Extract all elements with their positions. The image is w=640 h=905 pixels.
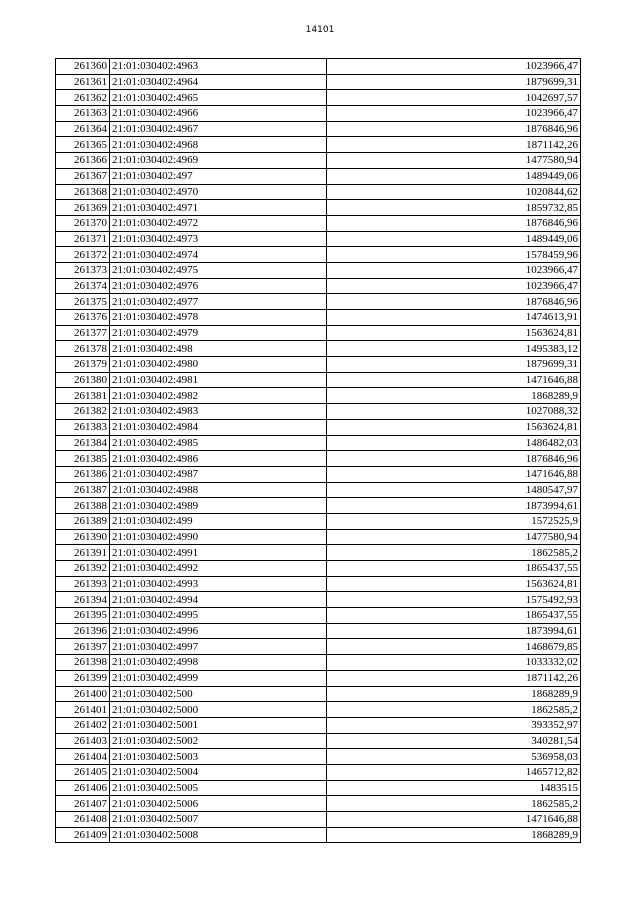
cadastral-value-cell: 1563624,81 [327, 419, 581, 435]
table-row [56, 529, 581, 545]
cadastral-number-cell: 21:01:030402:5004 [110, 764, 327, 780]
table-row [56, 137, 581, 153]
row-number-cell: 261407 [56, 796, 110, 812]
row-number-cell: 261388 [56, 498, 110, 514]
cadastral-number-cell: 21:01:030402:5001 [110, 717, 327, 733]
cadastral-value-cell: 1020844,62 [327, 184, 581, 200]
cadastral-number-cell: 21:01:030402:4996 [110, 623, 327, 639]
row-number-cell: 261391 [56, 545, 110, 561]
cadastral-number-cell: 21:01:030402:4978 [110, 310, 327, 326]
cadastral-number-cell: 21:01:030402:4992 [110, 561, 327, 577]
table-row [56, 717, 581, 733]
row-number-cell: 261390 [56, 529, 110, 545]
cadastral-number-cell: 21:01:030402:4968 [110, 137, 327, 153]
cadastral-number-cell: 21:01:030402:4974 [110, 247, 327, 263]
cadastral-number-cell: 21:01:030402:4966 [110, 106, 327, 122]
cadastral-number-cell: 21:01:030402:4982 [110, 388, 327, 404]
row-number-cell: 261360 [56, 59, 110, 75]
row-number-cell: 261368 [56, 184, 110, 200]
row-number-cell: 261372 [56, 247, 110, 263]
cadastral-number-cell: 21:01:030402:4970 [110, 184, 327, 200]
row-number-cell: 261373 [56, 262, 110, 278]
cadastral-number-cell: 21:01:030402:4997 [110, 639, 327, 655]
table-row [56, 702, 581, 718]
table-row [56, 623, 581, 639]
cadastral-number-cell: 21:01:030402:4989 [110, 498, 327, 514]
row-number-cell: 261379 [56, 357, 110, 373]
row-number-cell: 261365 [56, 137, 110, 153]
table-row [56, 184, 581, 200]
cadastral-number-cell: 21:01:030402:4971 [110, 200, 327, 216]
table-row [56, 325, 581, 341]
cadastral-value-cell: 1876846,96 [327, 121, 581, 137]
cadastral-value-cell: 1474613,91 [327, 310, 581, 326]
table-row [56, 733, 581, 749]
table-row [56, 608, 581, 624]
cadastral-number-cell: 21:01:030402:4977 [110, 294, 327, 310]
row-number-cell: 261398 [56, 655, 110, 671]
cadastral-value-cell: 1563624,81 [327, 325, 581, 341]
cadastral-value-cell: 1876846,96 [327, 294, 581, 310]
row-number-cell: 261380 [56, 372, 110, 388]
cadastral-value-table [55, 58, 581, 843]
row-number-cell: 261408 [56, 812, 110, 828]
row-number-cell: 261370 [56, 215, 110, 231]
row-number-cell: 261397 [56, 639, 110, 655]
row-number-cell: 261395 [56, 608, 110, 624]
cadastral-number-cell: 21:01:030402:4967 [110, 121, 327, 137]
table-row [56, 247, 581, 263]
cadastral-number-cell: 21:01:030402:4980 [110, 357, 327, 373]
table-row [56, 827, 581, 843]
cadastral-value-cell: 1868289,9 [327, 827, 581, 843]
cadastral-value-cell: 1879699,31 [327, 357, 581, 373]
table-row [56, 200, 581, 216]
cadastral-number-cell: 21:01:030402:4963 [110, 59, 327, 75]
cadastral-number-cell: 21:01:030402:4986 [110, 451, 327, 467]
cadastral-value-cell: 1862585,2 [327, 545, 581, 561]
cadastral-value-cell: 1033332,02 [327, 655, 581, 671]
row-number-cell: 261400 [56, 686, 110, 702]
cadastral-number-cell: 21:01:030402:4984 [110, 419, 327, 435]
cadastral-number-cell: 21:01:030402:499 [110, 513, 327, 529]
cadastral-value-cell: 1027088,32 [327, 404, 581, 420]
cadastral-value-cell: 1023966,47 [327, 59, 581, 75]
cadastral-number-cell: 21:01:030402:4995 [110, 608, 327, 624]
table-row [56, 357, 581, 373]
table-row [56, 74, 581, 90]
cadastral-number-cell: 21:01:030402:5002 [110, 733, 327, 749]
table-row [56, 545, 581, 561]
cadastral-number-cell: 21:01:030402:5007 [110, 812, 327, 828]
cadastral-value-cell: 1563624,81 [327, 576, 581, 592]
cadastral-value-cell: 1871142,26 [327, 670, 581, 686]
row-number-cell: 261403 [56, 733, 110, 749]
table-row [56, 466, 581, 482]
cadastral-value-cell: 1572525,9 [327, 513, 581, 529]
row-number-cell: 261386 [56, 466, 110, 482]
cadastral-value-cell: 1480547,97 [327, 482, 581, 498]
table-row [56, 686, 581, 702]
table-row [56, 561, 581, 577]
cadastral-number-cell: 21:01:030402:4994 [110, 592, 327, 608]
row-number-cell: 261393 [56, 576, 110, 592]
row-number-cell: 261377 [56, 325, 110, 341]
row-number-cell: 261389 [56, 513, 110, 529]
row-number-cell: 261402 [56, 717, 110, 733]
cadastral-value-cell: 1876846,96 [327, 451, 581, 467]
cadastral-value-cell: 1477580,94 [327, 153, 581, 169]
cadastral-value-cell: 1873994,61 [327, 623, 581, 639]
cadastral-number-cell: 21:01:030402:4983 [110, 404, 327, 420]
row-number-cell: 261371 [56, 231, 110, 247]
table-row [56, 106, 581, 122]
cadastral-value-cell: 1879699,31 [327, 74, 581, 90]
table-row [56, 262, 581, 278]
cadastral-number-cell: 21:01:030402:4999 [110, 670, 327, 686]
cadastral-value-cell: 1468679,85 [327, 639, 581, 655]
cadastral-value-cell: 1489449,06 [327, 231, 581, 247]
cadastral-value-cell: 536958,03 [327, 749, 581, 765]
table-row [56, 639, 581, 655]
cadastral-number-cell: 21:01:030402:4998 [110, 655, 327, 671]
cadastral-number-cell: 21:01:030402:4972 [110, 215, 327, 231]
cadastral-value-cell: 1868289,9 [327, 388, 581, 404]
row-number-cell: 261392 [56, 561, 110, 577]
table-row [56, 482, 581, 498]
table-row [56, 670, 581, 686]
row-number-cell: 261399 [56, 670, 110, 686]
row-number-cell: 261394 [56, 592, 110, 608]
table-row [56, 168, 581, 184]
table-row [56, 419, 581, 435]
table-row [56, 812, 581, 828]
cadastral-number-cell: 21:01:030402:5008 [110, 827, 327, 843]
cadastral-value-cell: 1489449,06 [327, 168, 581, 184]
cadastral-value-cell: 1023966,47 [327, 262, 581, 278]
table-row [56, 121, 581, 137]
row-number-cell: 261375 [56, 294, 110, 310]
cadastral-number-cell: 21:01:030402:4985 [110, 435, 327, 451]
cadastral-value-cell: 1873994,61 [327, 498, 581, 514]
row-number-cell: 261376 [56, 310, 110, 326]
page-number: 14101 [305, 25, 335, 35]
cadastral-value-cell: 1023966,47 [327, 278, 581, 294]
row-number-cell: 261383 [56, 419, 110, 435]
table-row [56, 310, 581, 326]
cadastral-number-cell: 21:01:030402:5005 [110, 780, 327, 796]
row-number-cell: 261409 [56, 827, 110, 843]
table-row [56, 388, 581, 404]
cadastral-number-cell: 21:01:030402:4975 [110, 262, 327, 278]
table-row [56, 749, 581, 765]
row-number-cell: 261406 [56, 780, 110, 796]
cadastral-value-cell: 1575492,93 [327, 592, 581, 608]
row-number-cell: 261369 [56, 200, 110, 216]
row-number-cell: 261384 [56, 435, 110, 451]
table-row [56, 341, 581, 357]
table-row [56, 796, 581, 812]
row-number-cell: 261385 [56, 451, 110, 467]
row-number-cell: 261364 [56, 121, 110, 137]
row-number-cell: 261404 [56, 749, 110, 765]
cadastral-value-cell: 1471646,88 [327, 812, 581, 828]
cadastral-value-cell: 1578459,96 [327, 247, 581, 263]
table-row [56, 90, 581, 106]
cadastral-value-cell: 340281,54 [327, 733, 581, 749]
cadastral-number-cell: 21:01:030402:4969 [110, 153, 327, 169]
table-row [56, 764, 581, 780]
cadastral-number-cell: 21:01:030402:500 [110, 686, 327, 702]
table-row [56, 215, 581, 231]
cadastral-number-cell: 21:01:030402:4991 [110, 545, 327, 561]
cadastral-value-cell: 1868289,9 [327, 686, 581, 702]
row-number-cell: 261367 [56, 168, 110, 184]
table-body [56, 59, 581, 843]
cadastral-value-cell: 1486482,03 [327, 435, 581, 451]
cadastral-value-cell: 1042697,57 [327, 90, 581, 106]
table-row [56, 576, 581, 592]
row-number-cell: 261363 [56, 106, 110, 122]
table-row [56, 435, 581, 451]
cadastral-value-cell: 1865437,55 [327, 561, 581, 577]
cadastral-number-cell: 21:01:030402:4976 [110, 278, 327, 294]
cadastral-number-cell: 21:01:030402:4988 [110, 482, 327, 498]
cadastral-value-cell: 1876846,96 [327, 215, 581, 231]
cadastral-value-cell: 1865437,55 [327, 608, 581, 624]
cadastral-number-cell: 21:01:030402:4965 [110, 90, 327, 106]
cadastral-value-cell: 1483515 [327, 780, 581, 796]
table-row [56, 153, 581, 169]
cadastral-number-cell: 21:01:030402:5003 [110, 749, 327, 765]
cadastral-number-cell: 21:01:030402:498 [110, 341, 327, 357]
table-row [56, 372, 581, 388]
row-number-cell: 261378 [56, 341, 110, 357]
cadastral-value-cell: 1023966,47 [327, 106, 581, 122]
cadastral-number-cell: 21:01:030402:4973 [110, 231, 327, 247]
cadastral-value-cell: 1471646,88 [327, 372, 581, 388]
cadastral-number-cell: 21:01:030402:4979 [110, 325, 327, 341]
cadastral-number-cell: 21:01:030402:4981 [110, 372, 327, 388]
table-row [56, 655, 581, 671]
row-number-cell: 261382 [56, 404, 110, 420]
cadastral-number-cell: 21:01:030402:4990 [110, 529, 327, 545]
cadastral-number-cell: 21:01:030402:4987 [110, 466, 327, 482]
cadastral-value-cell: 1471646,88 [327, 466, 581, 482]
row-number-cell: 261366 [56, 153, 110, 169]
table-row [56, 231, 581, 247]
row-number-cell: 261405 [56, 764, 110, 780]
row-number-cell: 261396 [56, 623, 110, 639]
row-number-cell: 261362 [56, 90, 110, 106]
table-row [56, 592, 581, 608]
table-row [56, 59, 581, 75]
table-row [56, 513, 581, 529]
row-number-cell: 261361 [56, 74, 110, 90]
cadastral-number-cell: 21:01:030402:4993 [110, 576, 327, 592]
cadastral-value-cell: 1477580,94 [327, 529, 581, 545]
cadastral-value-cell: 1862585,2 [327, 796, 581, 812]
cadastral-value-cell: 393352,97 [327, 717, 581, 733]
table-row [56, 498, 581, 514]
table-row [56, 278, 581, 294]
cadastral-value-cell: 1495383,12 [327, 341, 581, 357]
cadastral-number-cell: 21:01:030402:5006 [110, 796, 327, 812]
row-number-cell: 261381 [56, 388, 110, 404]
cadastral-number-cell: 21:01:030402:5000 [110, 702, 327, 718]
row-number-cell: 261374 [56, 278, 110, 294]
table-row [56, 294, 581, 310]
cadastral-number-cell: 21:01:030402:497 [110, 168, 327, 184]
cadastral-value-cell: 1465712,82 [327, 764, 581, 780]
table-row [56, 404, 581, 420]
cadastral-number-cell: 21:01:030402:4964 [110, 74, 327, 90]
row-number-cell: 261387 [56, 482, 110, 498]
table-row [56, 780, 581, 796]
cadastral-value-cell: 1871142,26 [327, 137, 581, 153]
cadastral-value-cell: 1862585,2 [327, 702, 581, 718]
cadastral-value-cell: 1859732,85 [327, 200, 581, 216]
table-row [56, 451, 581, 467]
row-number-cell: 261401 [56, 702, 110, 718]
